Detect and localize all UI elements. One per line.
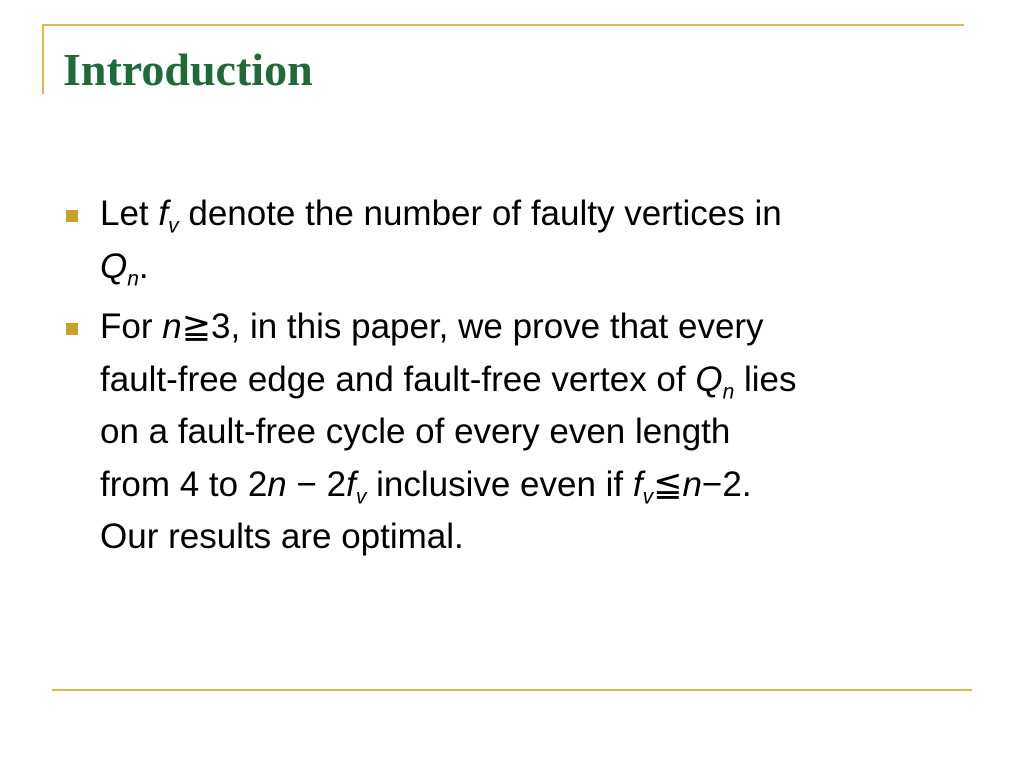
text-segment: from 4 to 2 [100, 464, 268, 504]
math-variable-f: f [632, 464, 643, 504]
text-segment: Our results are optimal. [100, 517, 464, 556]
left-border-line [42, 24, 44, 94]
bullet-item-1 [62, 188, 962, 293]
text-segment: inclusive even if [366, 464, 633, 504]
text-segment: . [138, 246, 149, 286]
text-segment: ≧3, in this paper, we prove that every [181, 307, 764, 346]
bullet-list [62, 188, 962, 564]
top-border-line [42, 24, 964, 26]
bullet-item-2 [62, 301, 962, 564]
math-variable-n: n [162, 307, 182, 346]
math-variable-q: Q [100, 246, 128, 286]
text-segment: ≦ [653, 464, 683, 504]
text-segment: For [100, 307, 163, 346]
text-segment: lies [734, 359, 797, 399]
math-subscript-v: v [355, 484, 367, 508]
text-segment: on a fault-free cycle of every even length [100, 412, 731, 451]
text-segment: − 2 [286, 464, 347, 504]
text-segment: fault-free edge and fault-free vertex of [100, 359, 696, 399]
math-variable-f: f [158, 194, 169, 233]
bottom-border-line [52, 689, 972, 691]
math-variable-n: n [682, 464, 702, 504]
text-segment: −2. [701, 464, 752, 504]
square-bullet-icon [66, 210, 78, 222]
math-variable-n: n [267, 464, 287, 504]
slide-title: Introduction [63, 44, 313, 95]
square-bullet-icon [66, 323, 78, 335]
text-segment: Let [100, 194, 159, 233]
math-variable-q: Q [695, 359, 723, 399]
text-segment: denote the number of faulty vertices in [178, 194, 782, 233]
math-subscript-n: n [722, 379, 735, 403]
math-subscript-v: v [642, 484, 654, 508]
math-variable-f: f [346, 464, 356, 504]
math-subscript-v: v [168, 214, 179, 238]
math-subscript-n: n [127, 266, 139, 290]
